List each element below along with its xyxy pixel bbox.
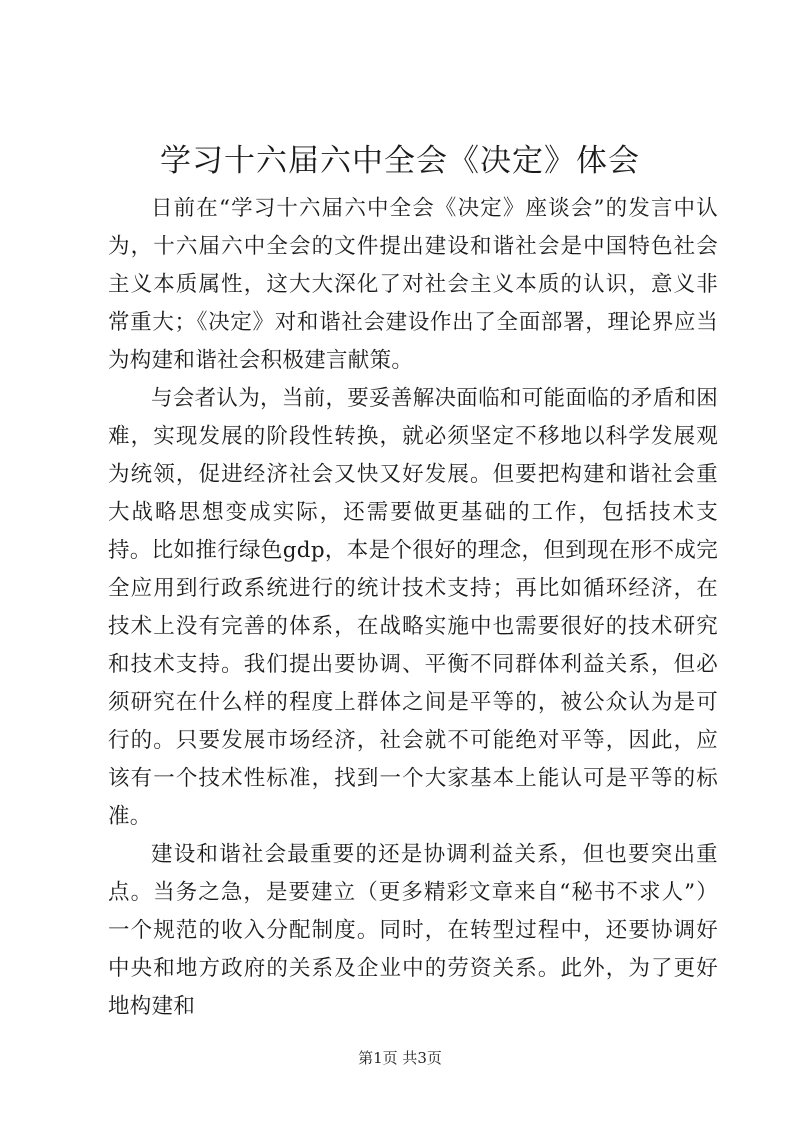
paragraph-1: 日前在“学习十六届六中全会《决定》座谈会”的发言中认为，十六届六中全会的文件提出建设和谐社会是中国特色社会主义本质属性，这大大深化了对社会主义本质的认识，意义非常重大；《决定》对和谐社会建设作出了全面部署，理论界应当为构建和谐社会积极建言献策。 (108, 196, 718, 373)
paragraph-2: 与会者认为，当前，要妥善解决面临和可能面临的矛盾和困难，实现发展的阶段性转换，就必须坚定不移地以科学发展观为统领，促进经济社会又快又好发展。但要把构建和谐社会重大战略思想变成实际，还需要做更基础的工作，包括技术支持。比如推行绿色gdp，本是个很好的理念，但到现在形不成完全应用到行政系统进行的统计技术支持；再比如循环经济，在技术上没有完善的体系，在战略实施中也需要很好的技术研究和技术支持。我们提出要协调、平衡不同群体利益关系，但必须研究在什么样的程度上群体之间是平等的，被公众认为是可行的。只要发展市场经济，社会就不可能绝对平等，因此，应该有一个技术性标准，找到一个大家基本上能认可是平等的标准。 (108, 386, 718, 829)
document-title: 学习十六届六中全会《决定》体会 (160, 143, 640, 179)
page-number-footer: 第1页 共3页 (358, 1049, 442, 1067)
document-body (108, 190, 718, 1026)
paragraph-3: 建设和谐社会最重要的还是协调利益关系，但也要突出重点。当务之急，是要建立（更多精彩文章来自“秘书不求人”）一个规范的收入分配制度。同时，在转型过程中，还要协调好中央和地方政府的关系及企业中的劳资关系。此外，为了更好地构建和 (108, 842, 718, 1019)
